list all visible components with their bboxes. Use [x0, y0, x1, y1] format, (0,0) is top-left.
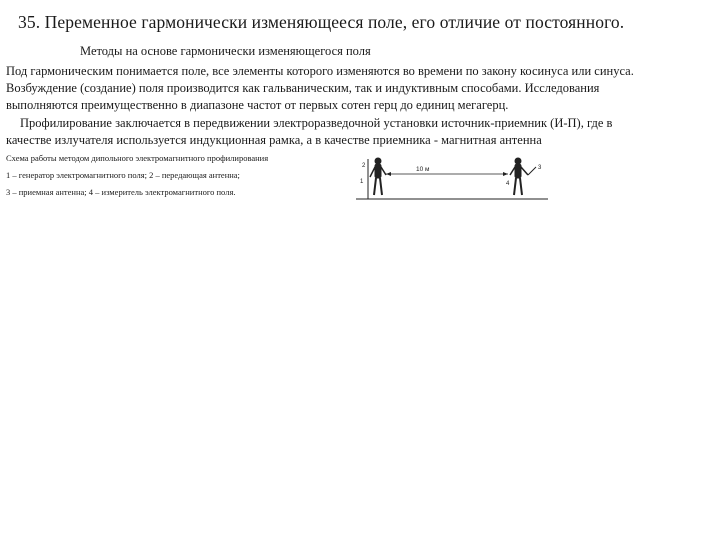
paragraph-line: Профилирование заключается в передвижении электроразведочной установки источник-приемник (И-П), где в [20, 116, 613, 130]
section-subtitle: Методы на основе гармонически изменяющегося поля [80, 44, 371, 58]
figure-legend-line: 1 – генератор электромагнитного поля; 2 – передающая антенна; [6, 170, 240, 180]
operator-receiver-figure [510, 158, 528, 195]
paragraph-line: Возбуждение (создание) поля производится как гальваническим, так и индуктивным способами. Исследования [6, 81, 600, 95]
figure-legend-line: 3 – приемная антенна; 4 – измеритель электромагнитного поля. [6, 187, 236, 197]
page-title: 35. Переменное гармонически изменяющееся поле, его отличие от постоянного. [18, 12, 625, 32]
label-3: 3 [538, 165, 542, 171]
distance-label: 10 м [416, 166, 430, 173]
paragraph-line: Под гармоническим понимается поле, все элементы которого изменяются во времени по закону косинуса или синуса. [6, 64, 634, 78]
operator-transmitter-figure [370, 158, 386, 195]
paragraph-harmonic-field [6, 63, 718, 114]
label-1: 1 [360, 179, 364, 185]
figure-caption-title: Схема работы методом дипольного электромагнитного профилирования [6, 153, 269, 163]
arrow-head-right [503, 172, 508, 176]
receiver-antenna [528, 167, 536, 175]
dipole-profiling-diagram [352, 155, 552, 203]
arrow-head-left [386, 172, 391, 176]
label-4: 4 [506, 181, 510, 187]
paragraph-line: качестве излучателя используется индукционная рамка, а в качестве приемника - магнитная антенна [6, 133, 542, 147]
label-2: 2 [362, 163, 366, 169]
paragraph-line: выполняются преимущественно в диапазоне частот от первых сотен герц до единиц мегагерц. [6, 98, 509, 112]
paragraph-profiling [6, 115, 718, 149]
